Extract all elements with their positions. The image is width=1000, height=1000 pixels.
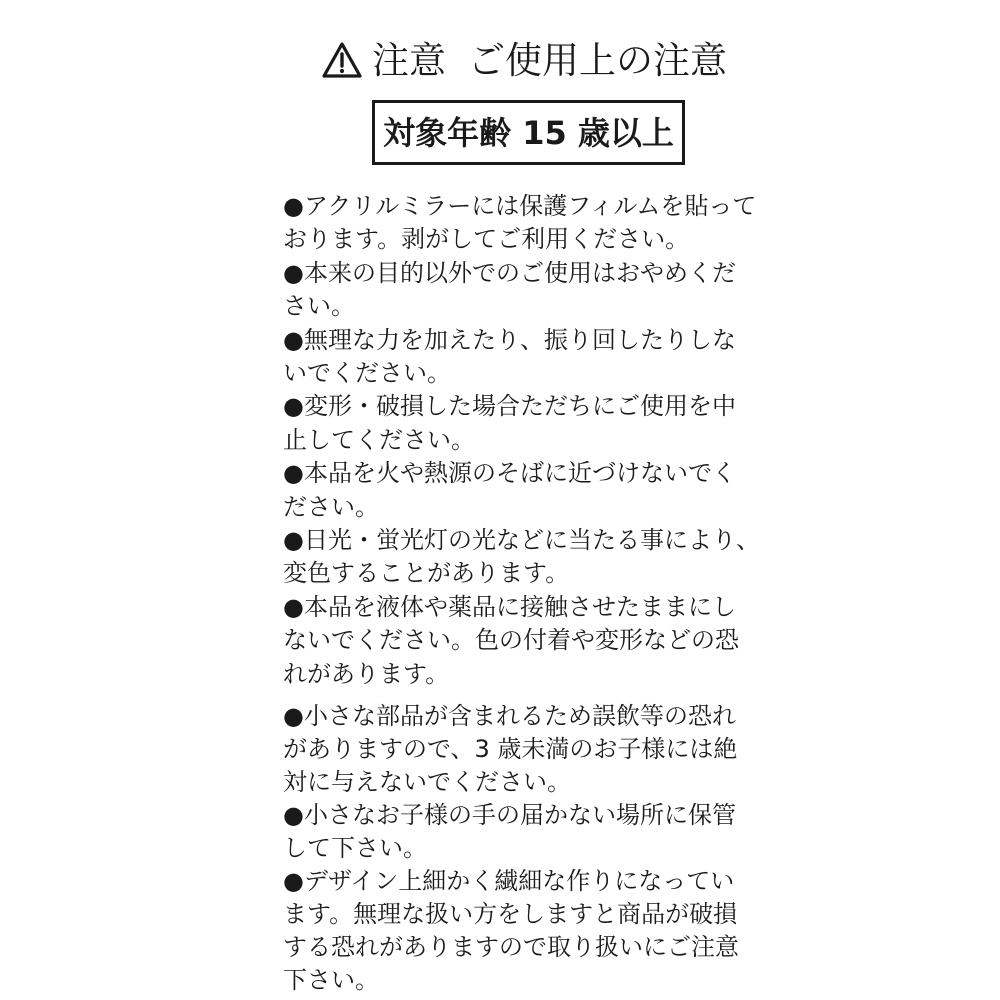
caution-line: ださい。 (283, 492, 379, 521)
caution-line: 変色することがあります。 (283, 559, 570, 588)
caution-line: ●日光・蛍光灯の光などに当たる事により、 (283, 526, 760, 555)
caution-item (283, 257, 760, 324)
caution-line: する恐れがありますので取り扱いにご注意 (283, 933, 739, 961)
caution-section-child-safety (283, 700, 739, 997)
caution-item (283, 324, 760, 391)
caution-line: さい。 (283, 292, 355, 321)
caution-section-general (283, 190, 760, 691)
caution-line: がありますので、3 歳未満のお子様には絶 (283, 735, 738, 763)
caution-line: 下さい。 (283, 966, 379, 994)
caution-line: ます。無理な扱い方をしますと商品が破損 (283, 900, 738, 928)
caution-item (283, 591, 760, 691)
caution-line: ●変形・破損した場合ただちにご使用を中 (283, 392, 736, 421)
caution-item (283, 700, 739, 799)
caution-title: ご使用上の注意 (468, 38, 727, 82)
caution-line: ●本品を液体や薬品に接触させたままにし (283, 592, 736, 621)
caution-item (283, 524, 760, 591)
caution-line: ●本品を火や熱源のそばに近づけないでく (283, 459, 736, 488)
caution-item (283, 865, 739, 997)
age-notice-box (372, 100, 685, 165)
caution-line: 止してください。 (283, 425, 475, 454)
caution-line: ●無理な力を加えたり、振り回したりしな (283, 325, 736, 354)
caution-line: ●小さなお子様の手の届かない場所に保管 (283, 801, 736, 829)
caution-line: おります。剥がしてご利用ください。 (283, 225, 690, 254)
caution-item (283, 190, 760, 257)
caution-line: して下さい。 (283, 834, 427, 862)
caution-line: れがあります。 (283, 659, 450, 688)
caution-line: ないでください。色の付着や変形などの恐 (283, 626, 739, 655)
caution-item (283, 390, 760, 457)
caution-line: 対に与えないでください。 (283, 768, 571, 796)
caution-line: ●小さな部品が含まれるため誤飲等の恐れ (283, 702, 736, 730)
caution-header (322, 38, 727, 82)
caution-label: 注意 (372, 38, 446, 82)
age-notice-text: 対象年齢 15 歳以上 (383, 113, 674, 152)
warning-triangle-icon (322, 41, 362, 79)
caution-line: ●デザイン上細かく繊細な作りになってい (283, 867, 735, 895)
caution-item (283, 799, 739, 865)
caution-line: ●アクリルミラーには保護フィルムを貼って (283, 192, 757, 220)
caution-line: いでください。 (283, 359, 451, 388)
caution-item (283, 457, 760, 524)
caution-line: ●本来の目的以外でのご使用はおやめくだ (283, 258, 736, 287)
